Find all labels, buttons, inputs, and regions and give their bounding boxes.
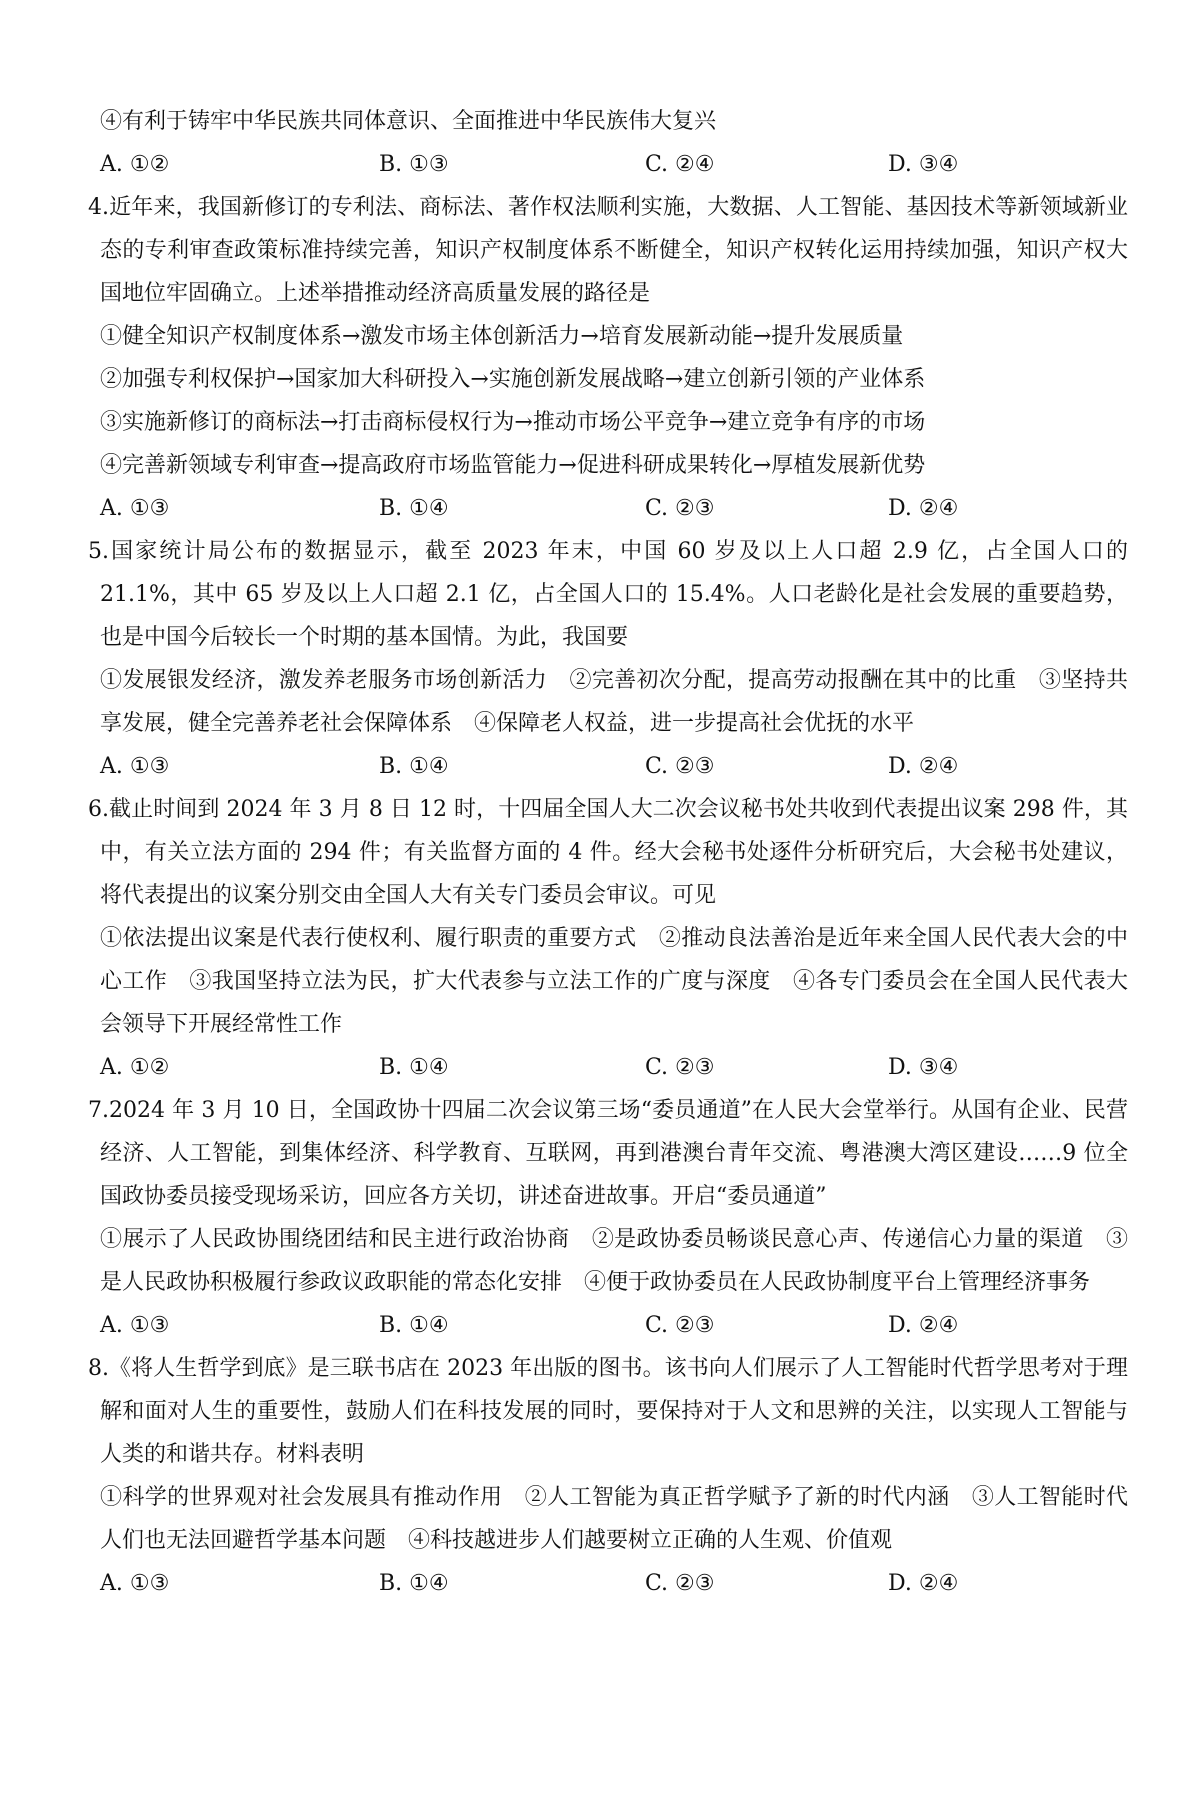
q6-stem: 6.截止时间到 2024 年 3 月 8 日 12 时，十四届全国人大二次会议秘书处共收到代表提出议案 298 件，其中，有关立法方面的 294 件；有关监督方面的 4 件。经大会秘书处逐件分析研究后，大会秘书处建议，将代表提出的议案分别交由全国人大有关专门委员会审议。可见 (88, 797, 1128, 908)
q7-answer-c: C. ②③ (645, 1313, 715, 1338)
q4-answer-d: D. ②④ (888, 496, 959, 521)
q7-options: ①展示了人民政协围绕团结和民主进行政治协商 ②是政协委员畅谈民意心声、传递信心力量的渠道 ③是人民政协积极履行参政议政职能的常态化安排 ④便于政协委员在人民政协制度平台上管理经济事务 (100, 1227, 1128, 1295)
q7-answer-d: D. ②④ (888, 1313, 959, 1338)
q8-options: ①科学的世界观对社会发展具有推动作用 ②人工智能为真正哲学赋予了新的时代内涵 ③人工智能时代人们也无法回避哲学基本问题 ④科技越进步人们越要树立正确的人生观、价值观 (100, 1485, 1128, 1553)
q7-answers (88, 1304, 1128, 1347)
q4-answers (88, 487, 1128, 530)
q3-option-4: ④有利于铸牢中华民族共同体意识、全面推进中华民族伟大复兴 (100, 109, 717, 134)
q4-option-3: ③实施新修订的商标法→打击商标侵权行为→推动市场公平竞争→建立竞争有序的市场 (100, 410, 926, 435)
q8-answer-c: C. ②③ (645, 1571, 715, 1596)
q3-answers (88, 143, 1128, 186)
q4-option-2: ②加强专利权保护→国家加大科研投入→实施创新发展战略→建立创新引领的产业体系 (100, 367, 926, 392)
q8-stem: 8.《将人生哲学到底》是三联书店在 2023 年出版的图书。该书向人们展示了人工智能时代哲学思考对于理解和面对人生的重要性，鼓励人们在科技发展的同时，要保持对于人文和思辨的关注，以实现人工智能与人类的和谐共存。材料表明 (88, 1356, 1128, 1467)
q3-answer-c: C. ②④ (645, 152, 715, 177)
q4-option-1: ①健全知识产权制度体系→激发市场主体创新活力→培育发展新动能→提升发展质量 (100, 324, 904, 349)
q3-answer-b: B. ①③ (379, 152, 449, 177)
exam-page (88, 100, 1128, 1605)
q6-answer-c: C. ②③ (645, 1055, 715, 1080)
q7-stem: 7.2024 年 3 月 10 日，全国政协十四届二次会议第三场“委员通道”在人民大会堂举行。从国有企业、民营经济、人工智能，到集体经济、科学教育、互联网，再到港澳台青年交流、粤港澳大湾区建设……9 位全国政协委员接受现场采访，回应各方关切，讲述奋进故事。开启“委员通道” (88, 1098, 1128, 1209)
q4-answer-c: C. ②③ (645, 496, 715, 521)
q6-answers (88, 1046, 1128, 1089)
q4-stem: 4.近年来，我国新修订的专利法、商标法、著作权法顺利实施，大数据、人工智能、基因技术等新领域新业态的专利审查政策标准持续完善，知识产权制度体系不断健全，知识产权转化运用持续加强，知识产权大国地位牢固确立。上述举措推动经济高质量发展的路径是 (88, 195, 1128, 306)
question-6 (88, 788, 1128, 1089)
q4-option-4: ④完善新领域专利审查→提高政府市场监管能力→促进科研成果转化→厚植发展新优势 (100, 453, 926, 478)
q4-answer-b: B. ①④ (379, 496, 449, 521)
q6-answer-d: D. ③④ (888, 1055, 959, 1080)
q6-answer-b: B. ①④ (379, 1055, 449, 1080)
q5-answer-c: C. ②③ (645, 754, 715, 779)
question-3 (88, 100, 1128, 186)
q8-answer-b: B. ①④ (379, 1571, 449, 1596)
q5-answer-b: B. ①④ (379, 754, 449, 779)
q8-answer-d: D. ②④ (888, 1571, 959, 1596)
q8-answers (88, 1562, 1128, 1605)
q3-answer-a: A. ①② (100, 152, 170, 177)
question-4 (88, 186, 1128, 530)
q5-stem: 5.国家统计局公布的数据显示，截至 2023 年末，中国 60 岁及以上人口超 2.9 亿，占全国人口的 21.1%，其中 65 岁及以上人口超 2.1 亿，占全国人口的 15.4%。人口老龄化是社会发展的重要趋势，也是中国今后较长一个时期的基本国情。为此，我国要 (88, 539, 1128, 650)
q7-answer-b: B. ①④ (379, 1313, 449, 1338)
q4-answer-a: A. ①③ (100, 496, 170, 521)
q6-options: ①依法提出议案是代表行使权利、履行职责的重要方式 ②推动良法善治是近年来全国人民代表大会的中心工作 ③我国坚持立法为民，扩大代表参与立法工作的广度与深度 ④各专门委员会在全国人民代表大会领导下开展经常性工作 (100, 926, 1128, 1037)
q7-answer-a: A. ①③ (100, 1313, 170, 1338)
q8-answer-a: A. ①③ (100, 1571, 170, 1596)
q5-answer-d: D. ②④ (888, 754, 959, 779)
question-8 (88, 1347, 1128, 1605)
q5-options: ①发展银发经济，激发养老服务市场创新活力 ②完善初次分配，提高劳动报酬在其中的比重 ③坚持共享发展，健全完善养老社会保障体系 ④保障老人权益，进一步提高社会优抚的水平 (100, 668, 1128, 736)
q6-answer-a: A. ①② (100, 1055, 170, 1080)
question-7 (88, 1089, 1128, 1347)
question-5 (88, 530, 1128, 788)
q3-answer-d: D. ③④ (888, 152, 959, 177)
q5-answers (88, 745, 1128, 788)
q5-answer-a: A. ①③ (100, 754, 170, 779)
